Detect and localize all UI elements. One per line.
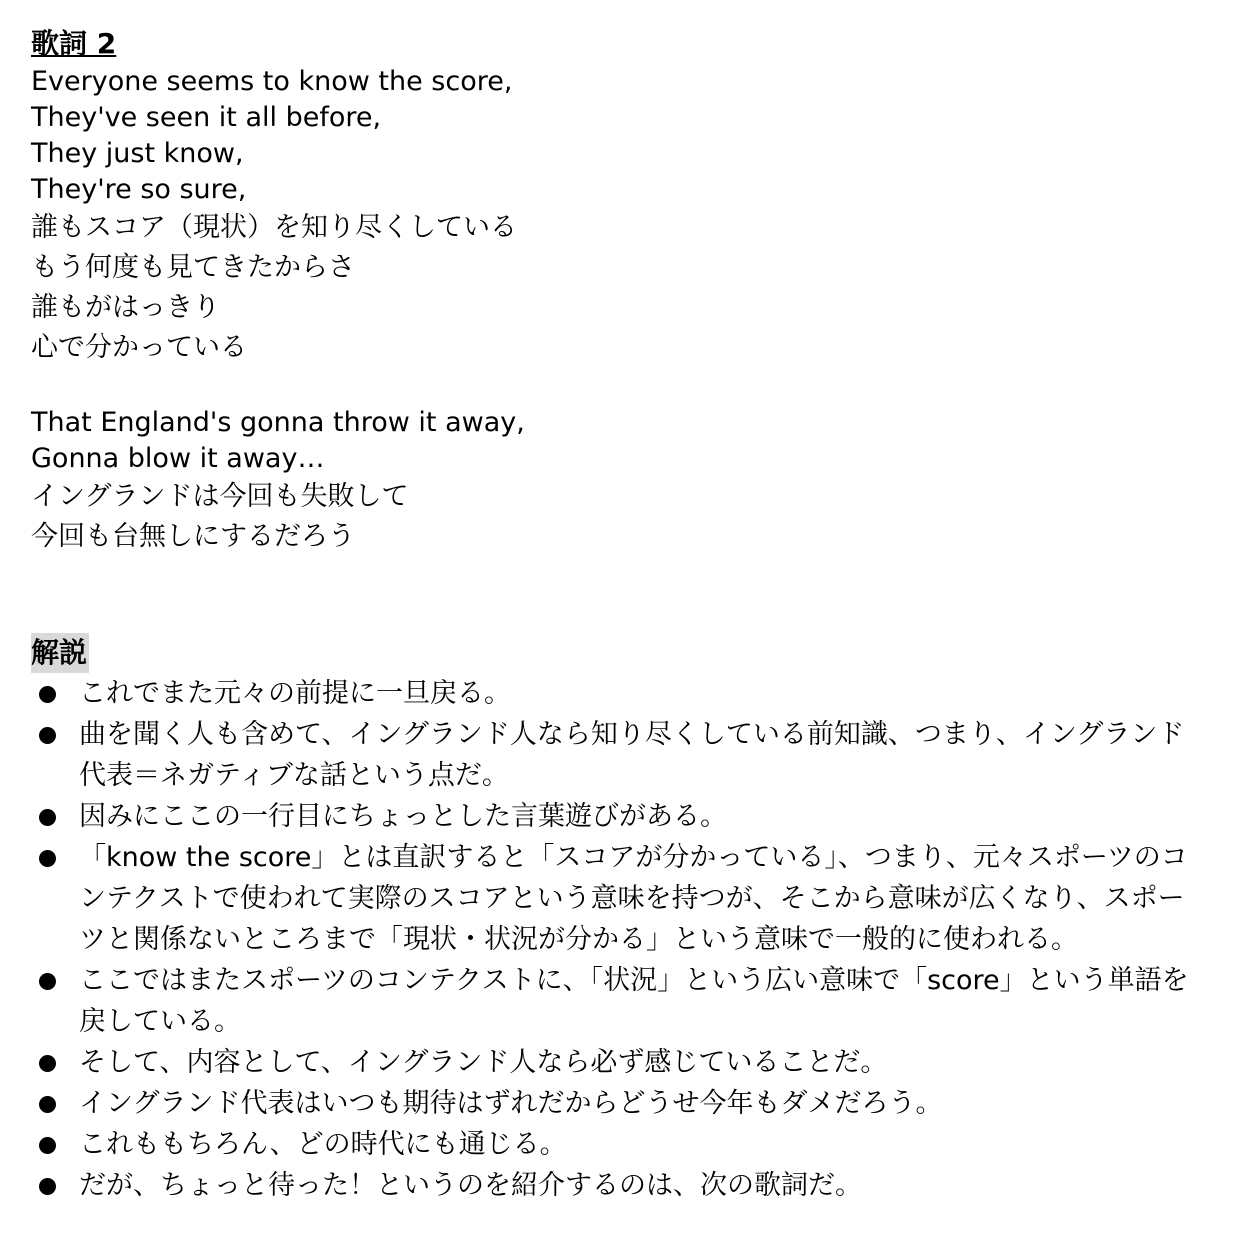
document (31, 24, 1231, 1206)
list-item-text: ここではまたスポーツのコンテクストに、「状況」という広い意味で「score」という単語を戻している。 (79, 965, 1189, 1037)
bullet-icon (39, 1178, 56, 1195)
list-item (31, 1083, 1199, 1124)
lyric-line-en: Everyone seems to know the score, (31, 66, 513, 97)
lyric-line-en: Gonna blow it away… (31, 443, 325, 474)
lyric-line-ja: もう何度も見てきたからさ (31, 252, 355, 283)
list-item (31, 714, 1199, 796)
spacer (31, 368, 1231, 405)
lyric-line-ja: イングランドは今回も失敗して (31, 481, 409, 512)
commentary-list (31, 673, 1231, 1206)
list-item-text: だが、ちょっと待った！というのを紹介するのは、次の歌詞だ。 (79, 1170, 862, 1201)
list-item-text: これでまた元々の前提に一旦戻る。 (79, 678, 511, 709)
stanza-2 (31, 405, 1231, 557)
list-item-text: そして、内容として、イングランド人なら必ず感じていることだ。 (79, 1047, 888, 1078)
bullet-icon (39, 686, 56, 703)
lyric-line-ja: 誰もスコア（現状）を知り尽くしている (31, 212, 517, 243)
list-item-text: 因みにここの一行目にちょっとした言葉遊びがある。 (79, 801, 727, 832)
list-item (31, 1165, 1199, 1206)
bullet-icon (39, 809, 56, 826)
lyric-line-ja: 心で分かっている (31, 332, 247, 363)
lyric-line-ja: 誰もがはっきり (31, 292, 220, 323)
commentary-heading: 解説 (31, 633, 89, 673)
lyric-line-en: That England's gonna throw it away, (31, 407, 525, 438)
bullet-icon (39, 1137, 56, 1154)
bullet-icon (39, 973, 56, 990)
lyric-line-en: They're so sure, (31, 174, 247, 205)
list-item (31, 960, 1199, 1042)
list-item (31, 796, 1199, 837)
bullet-icon (39, 727, 56, 744)
list-item-text: イングランド代表はいつも期待はずれだからどうせ今年もダメだろう。 (79, 1088, 943, 1119)
list-item-text: 「know the score」とは直訳すると「スコアが分かっている」、つまり、元々スポーツのコンテクストで使われて実際のスコアという意味を持つが、そこから意味が広くなり、スポーツと関係ないところまで「現状・状況が分かる」という意味で一般的に使われる。 (79, 842, 1188, 955)
stanza-1 (31, 64, 1231, 368)
bullet-icon (39, 850, 56, 867)
list-item (31, 837, 1199, 960)
list-item-text: これももちろん、どの時代にも通じる。 (79, 1129, 567, 1160)
lyrics-heading: 歌詞 2 (31, 27, 117, 60)
lyric-line-en: They just know, (31, 138, 244, 169)
lyric-line-en: They've seen it all before, (31, 102, 382, 133)
spacer (31, 557, 1231, 633)
bullet-icon (39, 1055, 56, 1072)
list-item (31, 1042, 1199, 1083)
bullet-icon (39, 1096, 56, 1113)
list-item (31, 673, 1199, 714)
lyric-line-ja: 今回も台無しにするだろう (31, 521, 355, 552)
list-item-text: 曲を聞く人も含めて、イングランド人なら知り尽くしている前知識、つまり、イングランド代表＝ネガティブな話という点だ。 (79, 719, 1185, 791)
list-item (31, 1124, 1199, 1165)
